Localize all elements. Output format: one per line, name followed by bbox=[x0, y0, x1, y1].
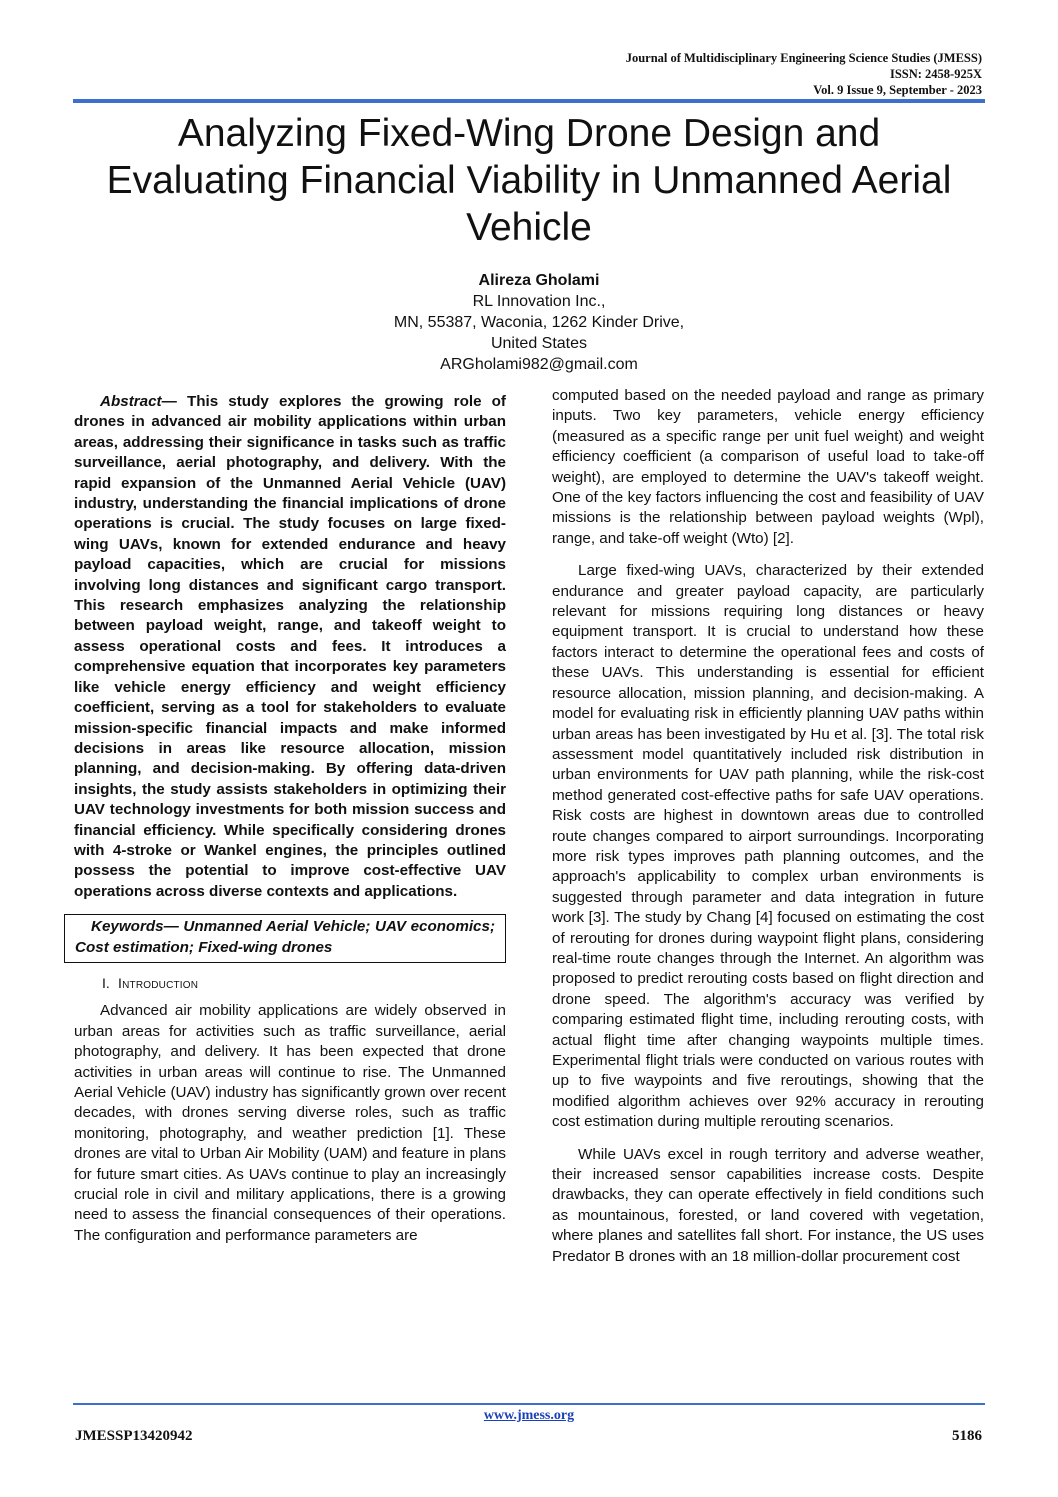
page-number: 5186 bbox=[952, 1428, 982, 1444]
abstract bbox=[74, 392, 506, 902]
intro-paragraph-1: Advanced air mobility applications are widely observed in urban areas for activities such as traffic surveillance, aerial photography, and delivery. It has been expected that drone activities in urban areas will continue to rise. The Unmanned Aerial Vehicle (UAV) industry has significantly grown over recent decades, with drones serving diverse roles, such as traffic monitoring, photography, and weather prediction [1]. These drones are vital to Urban Air Mobility (UAM) and feature in plans for future smart cities. As UAVs continue to play an increasingly crucial role in civil and military applications, there is a growing need to assess the financial consequences of their operations. The configuration and performance parameters are bbox=[74, 1002, 506, 1244]
footer-divider bbox=[73, 1403, 985, 1405]
abstract-text: This study explores the growing role of drones in advanced air mobility applications within urban areas, addressing their significance in tasks such as traffic surveillance, aerial photography, and delivery. With the rapid expansion of the Unmanned Aerial Vehicle (UAV) industry, understanding the financial implications of drone operations is crucial. The study focuses on large fixed-wing UAVs, known for extended endurance and heavy payload capacities, which are crucial for missions involving long distances and significant cargo transport. This research emphasizes analyzing the relationship between payload weight, range, and takeoff weight to assess operational costs and fees. It introduces a comprehensive equation that incorporates key parameters like vehicle energy efficiency and weight efficiency coefficient, serving as a tool for stakeholders to evaluate mission-specific financial impacts and make informed decisions in areas like resource allocation, mission planning, and decision-making. By offering data-driven insights, the study assists stakeholders in optimizing their UAV technology investments for both mission success and financial efficiency. While specifically considering drones with 4-stroke or Wankel engines, the principles outlined possess the potential to improve cost-effective UAV operations across diverse contexts and applications. bbox=[74, 393, 506, 900]
author-block bbox=[300, 270, 778, 375]
keywords-text: Unmanned Aerial Vehicle; UAV economics; Cost estimation; Fixed-wing drones bbox=[75, 918, 495, 956]
intro-paragraph-1-continued: computed based on the needed payload and range as primary inputs. Two key parameters, vehicle energy efficiency (measured as a specific range per unit fuel weight) and weight efficiency coefficient (a comparison of useful load to take-off weight), are employed to determine the UAV's takeoff weight. One of the key factors influencing the cost and feasibility of UAV missions is the relationship between payload weights (Wpl), range, and take-off weight (Wto) [2]. bbox=[552, 387, 984, 547]
section-number: I. bbox=[102, 974, 110, 991]
journal-issn: ISSN: 2458-925X bbox=[889, 67, 982, 81]
author-address: MN, 55387, Waconia, 1262 Kinder Drive, bbox=[393, 314, 685, 331]
journal-volume: Vol. 9 Issue 9, September - 2023 bbox=[813, 83, 982, 97]
intro-paragraph-3: While UAVs excel in rough territory and adverse weather, their increased sensor capabilities increase costs. Despite drawbacks, they can operate effectively in field conditions such as mountainous, forested, or land covered with vegetation, where planes and satellites fall short. For instance, the US uses Predator B drones with an 18 million-dollar procurement cost bbox=[552, 1145, 984, 1265]
paper-title: Analyzing Fixed-Wing Drone Design and Evaluating Financial Viability in Unmanned Aerial Vehicle bbox=[106, 112, 952, 249]
journal-header bbox=[626, 50, 982, 98]
abstract-dash: — bbox=[161, 393, 187, 410]
left-column bbox=[74, 392, 506, 1258]
author-affiliation: RL Innovation Inc., bbox=[472, 293, 606, 310]
keywords-label: Keywords bbox=[91, 918, 164, 936]
right-column bbox=[552, 386, 984, 1279]
author-country: United States bbox=[490, 335, 588, 352]
author-name: Alireza Gholami bbox=[478, 272, 600, 289]
keywords-box bbox=[64, 914, 506, 963]
journal-name: Journal of Multidisciplinary Engineering Science Studies (JMESS) bbox=[625, 51, 982, 65]
keywords-dash: — bbox=[163, 918, 184, 936]
header-divider bbox=[73, 99, 985, 103]
section-title: Introduction bbox=[118, 974, 199, 991]
journal-website-link[interactable]: www.jmess.org bbox=[483, 1408, 575, 1423]
intro-paragraph-2: Large fixed-wing UAVs, characterized by their extended endurance and greater payload capacity, are particularly relevant for missions requiring long distances or heavy equipment transport. It is crucial to understand how these factors interact to determine the operational fees and costs of these UAVs. This understanding is essential for efficient resource allocation, mission planning, and decision-making. A model for evaluating risk in efficiently planning UAV paths within urban areas has been investigated by Hu et al. [3]. The total risk assessment model quantitatively included risk distribution in urban environments for UAV path planning, while the risk-cost method generated cost-effective paths for safe UAV operations. Risk costs are highest in downtown areas due to controlled route changes compared to airport surroundings. Incorporating more risk types improves path planning outcomes, and the approach's applicability to complex urban environments is suggested through parameter and data integration in future work [3]. The study by Chang [4] focused on estimating the cost of rerouting for drones during waypoint flight plans, considering real-time route changes through the Internet. An algorithm was proposed to predict rerouting costs based on flight direction and drone speed. The algorithm's accuracy was verified by comparing estimated flight time, including rerouting costs, with actual flight time after changing waypoints multiple times. Experimental flight trials were conducted on various routes with up to five waypoints and five reroutings, showing that the modified algorithm achieves over 92% accuracy in rerouting cost estimation during multiple rerouting scenarios. bbox=[552, 562, 984, 1131]
author-email: ARGholami982@gmail.com bbox=[440, 356, 638, 373]
abstract-label: Abstract bbox=[100, 393, 162, 410]
paper-id: JMESSP13420942 bbox=[75, 1428, 193, 1444]
section-heading-introduction bbox=[74, 973, 506, 993]
